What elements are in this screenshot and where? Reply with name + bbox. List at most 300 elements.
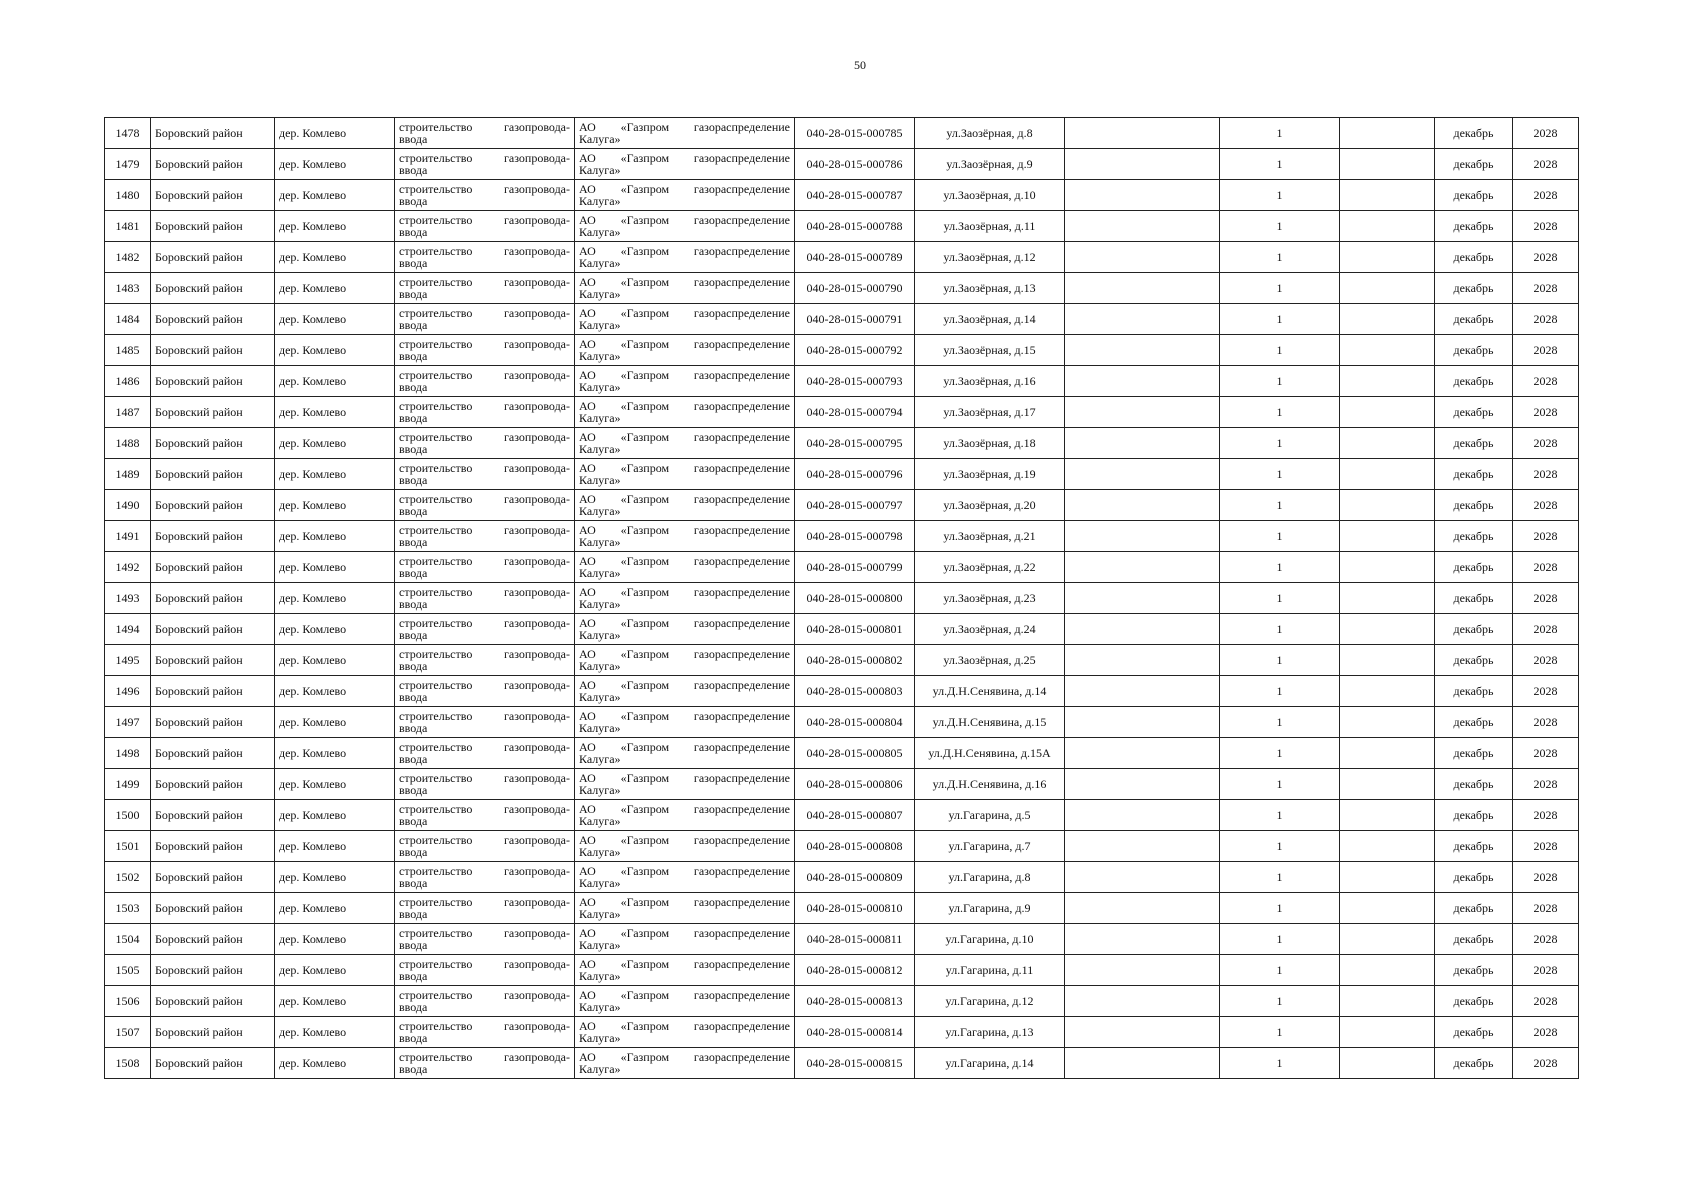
- org-word-1: АО: [579, 771, 596, 785]
- quantity-cell: 1: [1220, 676, 1340, 707]
- row-number: 1495: [105, 645, 151, 676]
- district-cell: Боровский район: [151, 397, 275, 428]
- year-cell: 2028: [1513, 118, 1579, 149]
- empty-cell: [1340, 614, 1435, 645]
- page-number: 50: [854, 58, 866, 72]
- year-cell: 2028: [1513, 831, 1579, 862]
- org-word-2: «Газпром: [620, 864, 670, 878]
- organization-cell: [575, 614, 795, 645]
- empty-cell: [1065, 211, 1220, 242]
- work-type-word-1: строительство: [399, 895, 473, 909]
- year-cell: 2028: [1513, 1048, 1579, 1079]
- work-type-word-3: ввода: [399, 876, 428, 890]
- year-cell: 2028: [1513, 645, 1579, 676]
- empty-cell: [1065, 738, 1220, 769]
- year-cell: 2028: [1513, 738, 1579, 769]
- row-number: 1480: [105, 180, 151, 211]
- work-type-word-1: строительство: [399, 461, 473, 475]
- org-word-3: газораспределение: [693, 368, 790, 382]
- org-word-3: газораспределение: [693, 771, 790, 785]
- work-type-word-1: строительство: [399, 802, 473, 816]
- address-cell: ул.Д.Н.Сенявина, д.15: [915, 707, 1065, 738]
- work-type-word-1: строительство: [399, 213, 473, 227]
- org-word-2: «Газпром: [620, 585, 670, 599]
- row-number: 1478: [105, 118, 151, 149]
- org-word-4: Калуга»: [579, 318, 621, 332]
- org-word-4: Калуга»: [579, 132, 621, 146]
- org-word-1: АО: [579, 926, 596, 940]
- org-word-3: газораспределение: [693, 988, 790, 1002]
- object-code-cell: 040-28-015-000785: [795, 118, 915, 149]
- org-word-2: «Газпром: [620, 461, 670, 475]
- row-number: 1494: [105, 614, 151, 645]
- village-cell: дер. Комлево: [275, 769, 395, 800]
- village-cell: дер. Комлево: [275, 738, 395, 769]
- address-cell: ул.Заозёрная, д.17: [915, 397, 1065, 428]
- org-word-2: «Газпром: [620, 120, 670, 134]
- org-word-2: «Газпром: [620, 244, 670, 258]
- year-cell: 2028: [1513, 366, 1579, 397]
- object-code-cell: 040-28-015-000812: [795, 955, 915, 986]
- work-type-word-2: газопровода-: [503, 585, 570, 599]
- work-type-word-1: строительство: [399, 926, 473, 940]
- work-type-word-1: строительство: [399, 1019, 473, 1033]
- empty-cell: [1065, 304, 1220, 335]
- org-word-1: АО: [579, 120, 596, 134]
- work-type-word-3: ввода: [399, 1031, 428, 1045]
- org-word-3: газораспределение: [693, 616, 790, 630]
- empty-cell: [1065, 1017, 1220, 1048]
- month-cell: декабрь: [1435, 118, 1513, 149]
- address-cell: ул.Гагарина, д.11: [915, 955, 1065, 986]
- work-type-word-3: ввода: [399, 132, 428, 146]
- org-word-3: газораспределение: [693, 337, 790, 351]
- table-row: [105, 955, 1579, 986]
- table-row: [105, 366, 1579, 397]
- work-type-word-3: ввода: [399, 194, 428, 208]
- empty-cell: [1340, 1017, 1435, 1048]
- org-word-3: газораспределение: [693, 1019, 790, 1033]
- month-cell: декабрь: [1435, 335, 1513, 366]
- address-cell: ул.Заозёрная, д.14: [915, 304, 1065, 335]
- month-cell: декабрь: [1435, 583, 1513, 614]
- org-word-2: «Газпром: [620, 1050, 670, 1064]
- org-word-3: газораспределение: [693, 182, 790, 196]
- org-word-4: Калуга»: [579, 473, 621, 487]
- org-word-1: АО: [579, 399, 596, 413]
- work-type-word-2: газопровода-: [503, 430, 570, 444]
- empty-cell: [1065, 614, 1220, 645]
- work-type-word-1: строительство: [399, 709, 473, 723]
- quantity-cell: 1: [1220, 831, 1340, 862]
- org-word-2: «Газпром: [620, 1019, 670, 1033]
- org-word-4: Калуга»: [579, 349, 621, 363]
- work-type-word-2: газопровода-: [503, 213, 570, 227]
- org-word-2: «Газпром: [620, 182, 670, 196]
- address-cell: ул.Заозёрная, д.10: [915, 180, 1065, 211]
- work-type-cell: [395, 676, 575, 707]
- org-word-4: Калуга»: [579, 566, 621, 580]
- village-cell: дер. Комлево: [275, 955, 395, 986]
- district-cell: Боровский район: [151, 242, 275, 273]
- row-number: 1503: [105, 893, 151, 924]
- row-number: 1500: [105, 800, 151, 831]
- work-type-cell: [395, 459, 575, 490]
- org-word-1: АО: [579, 492, 596, 506]
- village-cell: дер. Комлево: [275, 862, 395, 893]
- year-cell: 2028: [1513, 552, 1579, 583]
- table-row: [105, 211, 1579, 242]
- row-number: 1481: [105, 211, 151, 242]
- org-word-3: газораспределение: [693, 678, 790, 692]
- quantity-cell: 1: [1220, 242, 1340, 273]
- month-cell: декабрь: [1435, 676, 1513, 707]
- empty-cell: [1340, 800, 1435, 831]
- organization-cell: [575, 273, 795, 304]
- work-type-word-2: газопровода-: [503, 616, 570, 630]
- work-type-word-3: ввода: [399, 721, 428, 735]
- work-type-cell: [395, 645, 575, 676]
- work-type-cell: [395, 273, 575, 304]
- work-type-cell: [395, 552, 575, 583]
- org-word-3: газораспределение: [693, 399, 790, 413]
- empty-cell: [1065, 955, 1220, 986]
- organization-cell: [575, 800, 795, 831]
- org-word-1: АО: [579, 585, 596, 599]
- org-word-3: газораспределение: [693, 213, 790, 227]
- org-word-4: Калуга»: [579, 907, 621, 921]
- empty-cell: [1340, 583, 1435, 614]
- district-cell: Боровский район: [151, 428, 275, 459]
- address-cell: ул.Заозёрная, д.13: [915, 273, 1065, 304]
- org-word-3: газораспределение: [693, 833, 790, 847]
- org-word-1: АО: [579, 430, 596, 444]
- org-word-1: АО: [579, 988, 596, 1002]
- work-type-word-1: строительство: [399, 244, 473, 258]
- month-cell: декабрь: [1435, 366, 1513, 397]
- work-type-word-2: газопровода-: [503, 802, 570, 816]
- work-type-word-3: ввода: [399, 380, 428, 394]
- empty-cell: [1065, 397, 1220, 428]
- district-cell: Боровский район: [151, 1017, 275, 1048]
- org-word-3: газораспределение: [693, 926, 790, 940]
- org-word-4: Калуга»: [579, 163, 621, 177]
- org-word-3: газораспределение: [693, 802, 790, 816]
- work-type-cell: [395, 118, 575, 149]
- organization-cell: [575, 738, 795, 769]
- work-type-word-3: ввода: [399, 1062, 428, 1076]
- work-type-word-1: строительство: [399, 337, 473, 351]
- quantity-cell: 1: [1220, 211, 1340, 242]
- empty-cell: [1065, 428, 1220, 459]
- work-type-word-2: газопровода-: [503, 275, 570, 289]
- org-word-3: газораспределение: [693, 120, 790, 134]
- address-cell: ул.Гагарина, д.7: [915, 831, 1065, 862]
- address-cell: ул.Заозёрная, д.21: [915, 521, 1065, 552]
- empty-cell: [1340, 273, 1435, 304]
- address-cell: ул.Заозёрная, д.23: [915, 583, 1065, 614]
- month-cell: декабрь: [1435, 893, 1513, 924]
- org-word-3: газораспределение: [693, 709, 790, 723]
- organization-cell: [575, 583, 795, 614]
- table-row: [105, 769, 1579, 800]
- work-type-word-2: газопровода-: [503, 988, 570, 1002]
- work-type-word-3: ввода: [399, 814, 428, 828]
- work-type-word-1: строительство: [399, 368, 473, 382]
- empty-cell: [1065, 273, 1220, 304]
- organization-cell: [575, 459, 795, 490]
- village-cell: дер. Комлево: [275, 614, 395, 645]
- row-number: 1506: [105, 986, 151, 1017]
- table-row: [105, 180, 1579, 211]
- organization-cell: [575, 242, 795, 273]
- work-type-cell: [395, 831, 575, 862]
- quantity-cell: 1: [1220, 614, 1340, 645]
- month-cell: декабрь: [1435, 1017, 1513, 1048]
- district-cell: Боровский район: [151, 862, 275, 893]
- org-word-3: газораспределение: [693, 957, 790, 971]
- org-word-2: «Газпром: [620, 740, 670, 754]
- work-type-cell: [395, 428, 575, 459]
- address-cell: ул.Д.Н.Сенявина, д.16: [915, 769, 1065, 800]
- empty-cell: [1340, 428, 1435, 459]
- table-row: [105, 800, 1579, 831]
- organization-cell: [575, 645, 795, 676]
- org-word-1: АО: [579, 740, 596, 754]
- table-row: [105, 273, 1579, 304]
- district-cell: Боровский район: [151, 211, 275, 242]
- quantity-cell: 1: [1220, 366, 1340, 397]
- org-word-4: Калуга»: [579, 690, 621, 704]
- org-word-1: АО: [579, 864, 596, 878]
- organization-cell: [575, 924, 795, 955]
- work-type-word-2: газопровода-: [503, 957, 570, 971]
- org-word-2: «Газпром: [620, 523, 670, 537]
- work-type-word-2: газопровода-: [503, 833, 570, 847]
- object-code-cell: 040-28-015-000806: [795, 769, 915, 800]
- organization-cell: [575, 707, 795, 738]
- org-word-1: АО: [579, 213, 596, 227]
- org-word-4: Калуга»: [579, 845, 621, 859]
- org-word-2: «Газпром: [620, 802, 670, 816]
- table-row: [105, 831, 1579, 862]
- table-row: [105, 397, 1579, 428]
- empty-cell: [1340, 955, 1435, 986]
- object-code-cell: 040-28-015-000804: [795, 707, 915, 738]
- object-code-cell: 040-28-015-000789: [795, 242, 915, 273]
- work-type-word-3: ввода: [399, 690, 428, 704]
- organization-cell: [575, 862, 795, 893]
- org-word-1: АО: [579, 678, 596, 692]
- work-type-word-1: строительство: [399, 492, 473, 506]
- month-cell: декабрь: [1435, 862, 1513, 893]
- work-type-word-2: газопровода-: [503, 461, 570, 475]
- quantity-cell: 1: [1220, 428, 1340, 459]
- empty-cell: [1340, 149, 1435, 180]
- row-number: 1483: [105, 273, 151, 304]
- address-cell: ул.Гагарина, д.8: [915, 862, 1065, 893]
- month-cell: декабрь: [1435, 738, 1513, 769]
- district-cell: Боровский район: [151, 180, 275, 211]
- organization-cell: [575, 552, 795, 583]
- address-cell: ул.Гагарина, д.5: [915, 800, 1065, 831]
- org-word-2: «Газпром: [620, 616, 670, 630]
- row-number: 1496: [105, 676, 151, 707]
- year-cell: 2028: [1513, 614, 1579, 645]
- table-row: [105, 614, 1579, 645]
- address-cell: ул.Гагарина, д.10: [915, 924, 1065, 955]
- work-type-cell: [395, 614, 575, 645]
- object-code-cell: 040-28-015-000793: [795, 366, 915, 397]
- org-word-3: газораспределение: [693, 647, 790, 661]
- empty-cell: [1065, 1048, 1220, 1079]
- org-word-3: газораспределение: [693, 151, 790, 165]
- object-code-cell: 040-28-015-000797: [795, 490, 915, 521]
- org-word-1: АО: [579, 1019, 596, 1033]
- org-word-1: АО: [579, 709, 596, 723]
- address-cell: ул.Заозёрная, д.11: [915, 211, 1065, 242]
- work-type-cell: [395, 800, 575, 831]
- org-word-1: АО: [579, 616, 596, 630]
- year-cell: 2028: [1513, 707, 1579, 738]
- row-number: 1490: [105, 490, 151, 521]
- object-code-cell: 040-28-015-000815: [795, 1048, 915, 1079]
- row-number: 1501: [105, 831, 151, 862]
- quantity-cell: 1: [1220, 521, 1340, 552]
- work-type-word-3: ввода: [399, 318, 428, 332]
- work-type-word-1: строительство: [399, 120, 473, 134]
- org-word-2: «Газпром: [620, 647, 670, 661]
- table-row: [105, 1017, 1579, 1048]
- work-type-word-2: газопровода-: [503, 306, 570, 320]
- month-cell: декабрь: [1435, 180, 1513, 211]
- address-cell: ул.Заозёрная, д.24: [915, 614, 1065, 645]
- district-cell: Боровский район: [151, 924, 275, 955]
- object-code-cell: 040-28-015-000803: [795, 676, 915, 707]
- district-cell: Боровский район: [151, 893, 275, 924]
- village-cell: дер. Комлево: [275, 118, 395, 149]
- district-cell: Боровский район: [151, 1048, 275, 1079]
- empty-cell: [1065, 180, 1220, 211]
- work-type-word-1: строительство: [399, 616, 473, 630]
- village-cell: дер. Комлево: [275, 1048, 395, 1079]
- work-type-cell: [395, 180, 575, 211]
- empty-cell: [1065, 366, 1220, 397]
- work-type-word-3: ввода: [399, 442, 428, 456]
- work-type-word-1: строительство: [399, 554, 473, 568]
- org-word-4: Калуга»: [579, 411, 621, 425]
- work-type-word-1: строительство: [399, 430, 473, 444]
- org-word-1: АО: [579, 306, 596, 320]
- year-cell: 2028: [1513, 180, 1579, 211]
- empty-cell: [1340, 118, 1435, 149]
- work-type-word-1: строительство: [399, 151, 473, 165]
- object-code-cell: 040-28-015-000800: [795, 583, 915, 614]
- year-cell: 2028: [1513, 769, 1579, 800]
- quantity-cell: 1: [1220, 800, 1340, 831]
- work-type-cell: [395, 521, 575, 552]
- village-cell: дер. Комлево: [275, 242, 395, 273]
- work-type-word-2: газопровода-: [503, 554, 570, 568]
- org-word-1: АО: [579, 151, 596, 165]
- row-number: 1498: [105, 738, 151, 769]
- work-type-word-1: строительство: [399, 647, 473, 661]
- object-code-cell: 040-28-015-000807: [795, 800, 915, 831]
- month-cell: декабрь: [1435, 459, 1513, 490]
- quantity-cell: 1: [1220, 149, 1340, 180]
- org-word-4: Калуга»: [579, 876, 621, 890]
- work-type-word-1: строительство: [399, 585, 473, 599]
- work-type-word-3: ввода: [399, 473, 428, 487]
- work-type-word-2: газопровода-: [503, 864, 570, 878]
- empty-cell: [1340, 645, 1435, 676]
- object-code-cell: 040-28-015-000808: [795, 831, 915, 862]
- org-word-4: Калуга»: [579, 535, 621, 549]
- org-word-1: АО: [579, 523, 596, 537]
- district-cell: Боровский район: [151, 459, 275, 490]
- org-word-1: АО: [579, 461, 596, 475]
- work-type-word-3: ввода: [399, 752, 428, 766]
- month-cell: декабрь: [1435, 769, 1513, 800]
- village-cell: дер. Комлево: [275, 831, 395, 862]
- village-cell: дер. Комлево: [275, 335, 395, 366]
- org-word-2: «Газпром: [620, 771, 670, 785]
- empty-cell: [1065, 924, 1220, 955]
- work-type-word-2: газопровода-: [503, 492, 570, 506]
- year-cell: 2028: [1513, 676, 1579, 707]
- object-code-cell: 040-28-015-000795: [795, 428, 915, 459]
- quantity-cell: 1: [1220, 273, 1340, 304]
- month-cell: декабрь: [1435, 800, 1513, 831]
- empty-cell: [1065, 800, 1220, 831]
- org-word-2: «Газпром: [620, 957, 670, 971]
- work-type-cell: [395, 1017, 575, 1048]
- work-type-word-1: строительство: [399, 988, 473, 1002]
- empty-cell: [1340, 707, 1435, 738]
- village-cell: дер. Комлево: [275, 645, 395, 676]
- org-word-2: «Газпром: [620, 337, 670, 351]
- work-type-word-2: газопровода-: [503, 120, 570, 134]
- work-type-cell: [395, 955, 575, 986]
- org-word-4: Калуга»: [579, 225, 621, 239]
- organization-cell: [575, 118, 795, 149]
- year-cell: 2028: [1513, 893, 1579, 924]
- address-cell: ул.Заозёрная, д.16: [915, 366, 1065, 397]
- org-word-3: газораспределение: [693, 306, 790, 320]
- empty-cell: [1340, 490, 1435, 521]
- village-cell: дер. Комлево: [275, 521, 395, 552]
- org-word-2: «Газпром: [620, 926, 670, 940]
- work-type-word-3: ввода: [399, 969, 428, 983]
- organization-cell: [575, 676, 795, 707]
- district-cell: Боровский район: [151, 273, 275, 304]
- empty-cell: [1065, 831, 1220, 862]
- org-word-4: Калуга»: [579, 628, 621, 642]
- year-cell: 2028: [1513, 862, 1579, 893]
- work-type-cell: [395, 366, 575, 397]
- org-word-3: газораспределение: [693, 244, 790, 258]
- work-type-word-3: ввода: [399, 163, 428, 177]
- work-type-cell: [395, 490, 575, 521]
- empty-cell: [1340, 335, 1435, 366]
- work-type-word-3: ввода: [399, 535, 428, 549]
- empty-cell: [1065, 149, 1220, 180]
- table-row: [105, 335, 1579, 366]
- village-cell: дер. Комлево: [275, 366, 395, 397]
- row-number: 1493: [105, 583, 151, 614]
- organization-cell: [575, 211, 795, 242]
- row-number: 1499: [105, 769, 151, 800]
